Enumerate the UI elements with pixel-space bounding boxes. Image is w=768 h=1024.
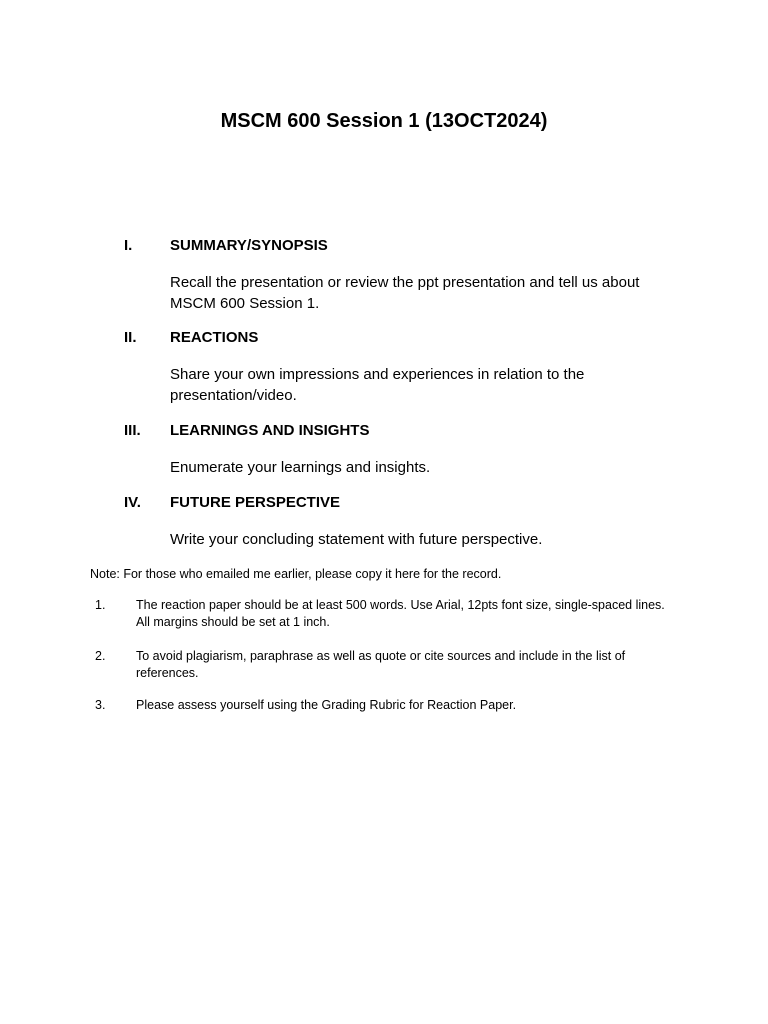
instruction-number-1: 1. — [95, 598, 106, 612]
section-heading-reactions: REACTIONS — [170, 329, 259, 346]
instruction-text-3: Please assess yourself using the Grading Rubric for Reaction Paper. — [136, 698, 517, 712]
instruction-text-2: To avoid plagiarism, paraphrase as well as quote or cite sources and include in the list of references. — [136, 649, 626, 680]
instruction-text-1: The reaction paper should be at least 500 words. Use Arial, 12pts font size, single-spaced lines. All margins should be set at 1 inch. — [136, 598, 665, 629]
section-body-future: Write your concluding statement with future perspective. — [170, 531, 543, 548]
section-number-1: I. — [124, 237, 133, 254]
instruction-number-3: 3. — [95, 698, 106, 712]
section-heading-learnings: LEARNINGS AND INSIGHTS — [170, 422, 370, 439]
section-heading-future: FUTURE PERSPECTIVE — [170, 494, 341, 511]
instruction-number-2: 2. — [95, 649, 106, 663]
section-number-4: IV. — [124, 494, 141, 511]
document-title: MSCM 600 Session 1 (13OCT2024) — [220, 110, 548, 132]
note-text: Note: For those who emailed me earlier, please copy it here for the record. — [90, 567, 502, 581]
section-body-learnings: Enumerate your learnings and insights. — [170, 459, 431, 476]
section-body-reactions: Share your own impressions and experiences in relation to the presentation/video. — [170, 366, 585, 404]
section-number-2: II. — [124, 329, 137, 346]
section-heading-summary: SUMMARY/SYNOPSIS — [170, 237, 328, 254]
section-number-3: III. — [124, 422, 141, 439]
section-body-summary: Recall the presentation or review the ppt presentation and tell us about MSCM 600 Session 1. — [170, 274, 640, 312]
